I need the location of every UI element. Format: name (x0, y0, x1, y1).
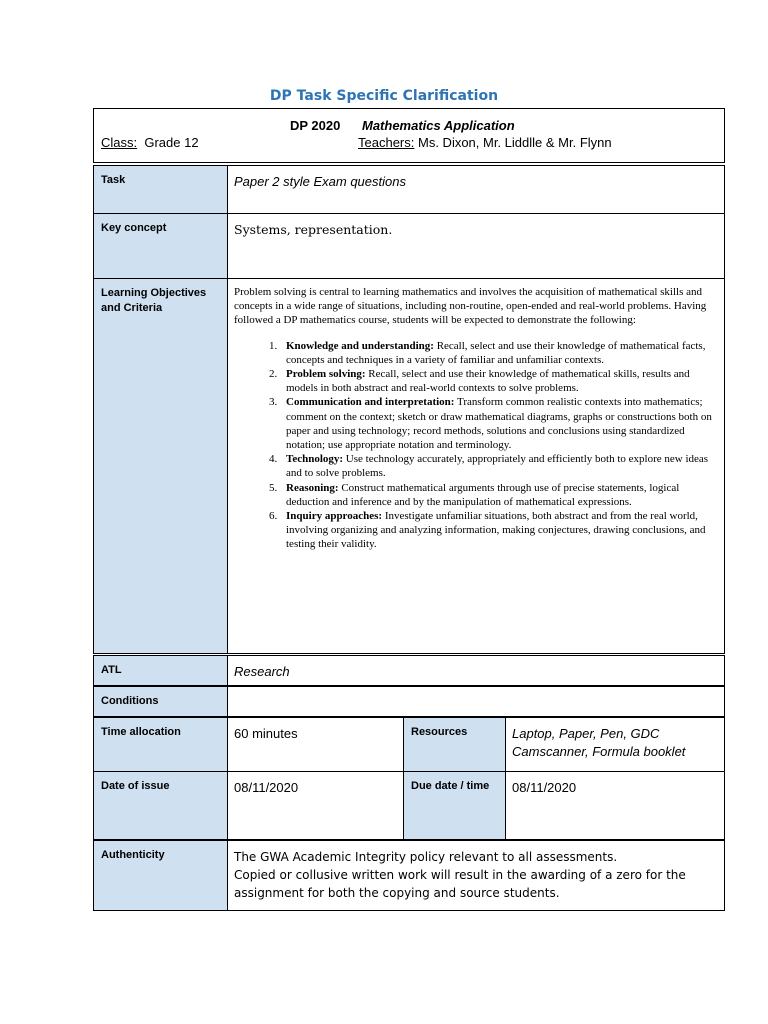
objective-item (280, 367, 718, 395)
objective-item (280, 452, 718, 480)
objective-item (280, 509, 718, 552)
objectives-intro: Problem solving is central to learning mathematics and involves the acquisition of mathematical skills and concepts in a wide range of situations, including non-routine, open-ended and real-world problems. Having followed a DP mathematics course, students will be expected to demonstrate the following: (234, 286, 707, 327)
due-date-label: Due date / time (403, 771, 506, 840)
due-date-value: 08/11/2020 (505, 771, 725, 840)
objective-item (280, 481, 718, 509)
teachers-value: Ms. Dixon, Mr. Liddlle & Mr. Flynn (418, 135, 612, 150)
objective-item (280, 395, 718, 452)
atl-label: ATL (93, 655, 228, 686)
objective-title: Technology: (286, 453, 344, 466)
date-of-issue-value: 08/11/2020 (227, 771, 404, 840)
authenticity-label: Authenticity (93, 840, 228, 911)
objective-title: Inquiry approaches: (286, 510, 383, 523)
conditions-label: Conditions (93, 686, 228, 717)
authenticity-line-2: Copied or collusive written work will result in the awarding of a zero for the assignment for both the copying and source students. (234, 868, 686, 900)
task-label: Task (93, 165, 228, 214)
atl-value: Research (227, 655, 725, 686)
objective-text: Recall, select and use their knowledge of mathematical facts, concepts and techniques in a variety of familiar and unfamiliar contexts. (286, 339, 706, 366)
objective-title: Communication and interpretation: (286, 396, 455, 409)
dp-year: DP 2020 (290, 118, 341, 133)
authenticity-line-1: The GWA Academic Integrity policy relevant to all assessments. (234, 850, 618, 864)
objective-title: Problem solving: (286, 368, 366, 381)
teachers-label: Teachers: (358, 135, 415, 150)
resources-value: Laptop, Paper, Pen, GDC Camscanner, Formula booklet (505, 717, 725, 772)
objectives-content (227, 278, 725, 654)
header-course-line (290, 118, 515, 133)
class-line (101, 135, 199, 150)
objective-title: Reasoning: (286, 481, 339, 494)
objective-text: Use technology accurately, appropriately and efficiently both to explore new ideas and to solve problems. (286, 453, 709, 480)
objective-text: Investigate unfamiliar situations, both abstract and from the real world, involving organizing and analyzing information, making conjectures, drawing conclusions, and testing their validity. (286, 510, 706, 551)
objective-title: Knowledge and understanding: (286, 339, 434, 352)
objective-text: Transform common realistic contexts into mathematics; comment on the context; sketch or draw mathematical diagrams, graphs or constructions both on paper and using technology; record methods, solutions and conclusions using standardized notation; use appropriate notation and terminology. (286, 396, 712, 452)
header-box (93, 108, 725, 163)
objective-text: Recall, select and use their knowledge of mathematical skills, results and models in both abstract and real-world contexts to solve problems. (286, 368, 690, 395)
time-allocation-label: Time allocation (93, 717, 228, 772)
task-value: Paper 2 style Exam questions (227, 165, 725, 214)
objective-text: Construct mathematical arguments through use of precise statements, logical deduction and inference and by the manipulation of mathematical expressions. (286, 481, 680, 508)
document-title: DP Task Specific Clarification (269, 88, 499, 104)
subject-name: Mathematics Application (361, 118, 515, 133)
conditions-value (227, 686, 725, 717)
objectives-list (234, 339, 718, 552)
teachers-line (358, 135, 612, 150)
objective-item (280, 339, 718, 367)
time-allocation-value: 60 minutes (227, 717, 404, 772)
class-label: Class: (101, 135, 138, 150)
authenticity-value (227, 840, 725, 911)
objectives-label: Learning Objectives and Criteria (93, 278, 228, 654)
date-of-issue-label: Date of issue (93, 771, 228, 840)
resources-label: Resources (403, 717, 506, 772)
key-concept-label: Key concept (93, 213, 228, 279)
key-concept-value: Systems, representation. (227, 213, 725, 279)
class-value: Grade 12 (144, 135, 199, 150)
